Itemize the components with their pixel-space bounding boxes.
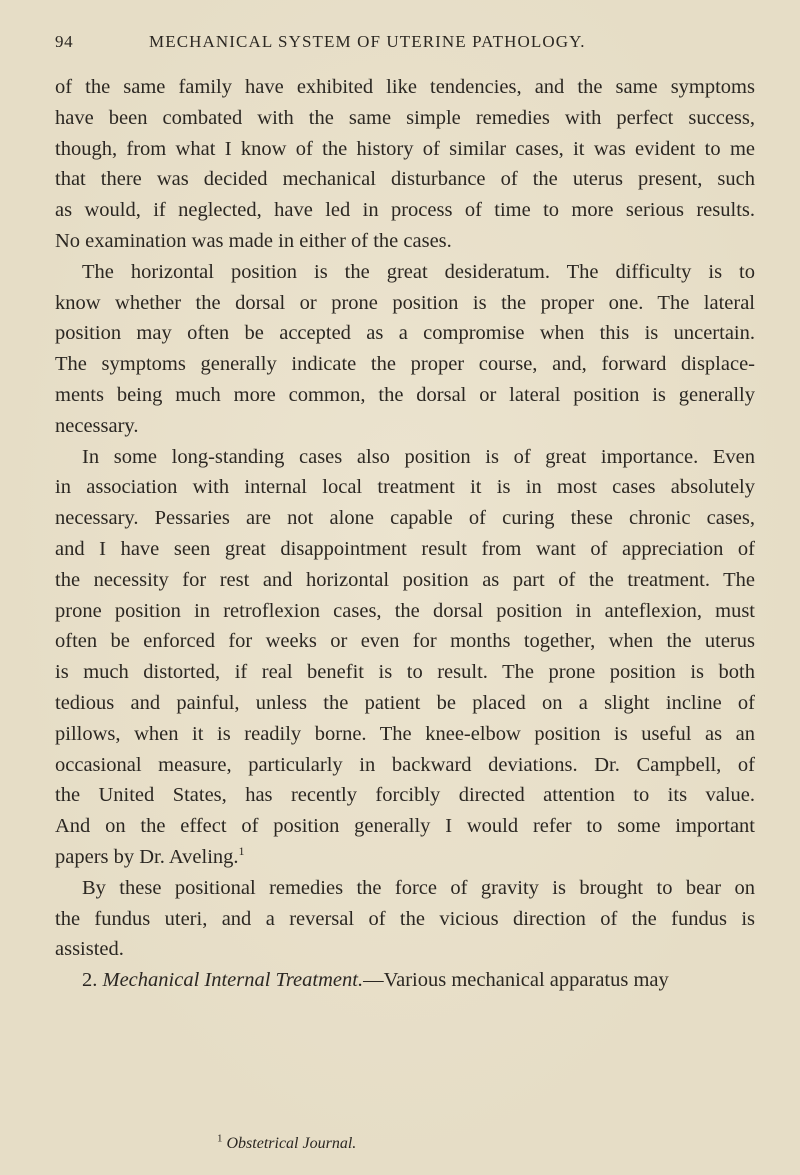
page-number: 94 — [55, 32, 74, 51]
text-line: In some long-standing cases also position is of great importance. Even — [82, 445, 755, 468]
text-line: in association with internal local treatment it is in most cases absolutely — [55, 476, 755, 499]
text-line: prone position in retroflexion cases, the dorsal position in anteflexion, must — [55, 599, 755, 622]
section-heading-line — [55, 965, 755, 996]
text-line: have been combated with the same simple remedies with perfect success, — [55, 106, 755, 129]
body-text — [55, 72, 755, 996]
running-title: MECHANICAL SYSTEM OF UTERINE PATHOLOGY. — [149, 32, 586, 51]
footnote — [217, 1132, 357, 1153]
footnote-marker: 1 — [238, 844, 245, 859]
text-line: is much distorted, if real benefit is to result. The prone position is both — [55, 661, 755, 684]
text-line: though, from what I know of the history of similar cases, it was evident to me — [55, 137, 755, 160]
text-line: tedious and painful, unless the patient be placed on a slight incline of — [55, 691, 755, 714]
text-line: the United States, has recently forcibly directed attention to its value. — [55, 784, 755, 807]
text-line: And on the effect of position generally I would refer to some important — [55, 815, 755, 838]
text-line — [55, 842, 755, 873]
text-line-content: papers by Dr. Aveling. — [55, 845, 239, 868]
text-line: No examination was made in either of the cases. — [55, 229, 452, 252]
text-line: the necessity for rest and horizontal position as part of the treatment. The — [55, 568, 755, 591]
text-line: position may often be accepted as a compromise when this is uncertain. — [55, 322, 755, 345]
text-line: necessary. Pessaries are not alone capable of curing these chronic cases, — [55, 507, 755, 530]
text-line: The symptoms generally indicate the proper course, and, forward displace- — [55, 353, 755, 376]
text-line: know whether the dorsal or prone position is the proper one. The lateral — [55, 291, 755, 314]
text-line: the fundus uteri, and a reversal of the vicious direction of the fundus is — [55, 907, 755, 930]
text-line: that there was decided mechanical disturbance of the uterus present, such — [55, 168, 755, 191]
footnote-number: 1 — [217, 1132, 223, 1145]
text-line: pillows, when it is readily borne. The knee-elbow position is useful as an — [55, 722, 755, 745]
section-text: —Various mechanical apparatus may — [363, 969, 669, 992]
section-number: 2. — [82, 969, 98, 992]
text-line: often be enforced for weeks or even for months together, when the uterus — [55, 630, 755, 653]
text-line: By these positional remedies the force of gravity is brought to bear on — [82, 876, 755, 899]
text-line: occasional measure, particularly in backward deviations. Dr. Campbell, of — [55, 753, 755, 776]
text-line: The horizontal position is the great desideratum. The difficulty is to — [82, 260, 755, 283]
text-line: as would, if neglected, have led in process of time to more serious results. — [55, 199, 755, 222]
running-head — [55, 32, 755, 56]
text-line: assisted. — [55, 938, 124, 961]
section-title: Mechanical Internal Treatment. — [102, 969, 364, 992]
text-line: and I have seen great disappointment result from want of appreciation of — [55, 537, 755, 560]
text-line: of the same family have exhibited like tendencies, and the same symptoms — [55, 76, 755, 98]
footnote-text: Obstetrical Journal. — [226, 1135, 357, 1152]
text-line: ments being much more common, the dorsal or lateral position is generally — [55, 383, 755, 406]
text-line: necessary. — [55, 414, 139, 437]
